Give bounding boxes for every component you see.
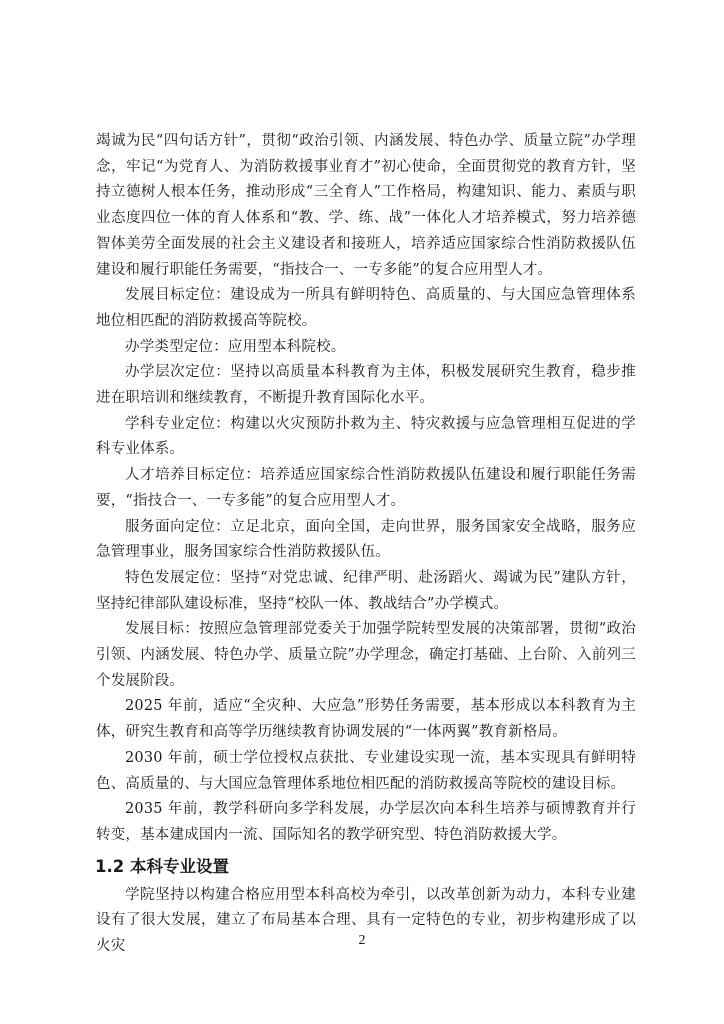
paragraph-service-positioning: 服务面向定位：立足北京，面向全国，走向世界，服务国家安全战略，服务应急管理事业，服务国家综合性消防救援队伍。 — [96, 518, 636, 561]
paragraph-talent-training-positioning: 人才培养目标定位：培养适应国家综合性消防救援队伍建设和履行职能任务需要，“指技合一、一专多能”的复合应用型人才。 — [96, 467, 636, 509]
paragraph-goal-2035: 2035 年前，教学科研向多学科发展，办学层次向本科生培养与硕博教育并行转变，基本建成国内一流、国际知名的教学研究型、特色消防救援大学。 — [96, 801, 636, 843]
paragraph-characteristic-positioning: 特色发展定位：坚持“对党忠诚、纪律严明、赴汤蹈火、竭诚为民”建队方针，坚持纪律部队建设标准，坚持“校队一体、教战结合”办学模式。 — [96, 569, 636, 612]
section-heading: 1.2 本科专业设置 — [95, 856, 229, 876]
paragraph-discipline-positioning: 学科专业定位：构建以火灾预防扑救为主、特灾救援与应急管理相互促进的学科专业体系。 — [96, 415, 636, 458]
paragraph-goal-2025: 2025 年前，适应“全灾种、大应急”形势任务需要，基本形成以本科教育为主体，研究生教育和高等学历继续教育协调发展的“一体两翼”教育新格局。 — [96, 698, 636, 741]
paragraph-goal-2030: 2030 年前，硕士学位授权点获批、专业建设实现一流，基本实现具有鲜明特色、高质量的、与大国应急管理体系地位相匹配的消防救援高等院校的建设目标。 — [96, 749, 636, 792]
paragraph-school-type-positioning: 办学类型定位：应用型本科院校。 — [125, 338, 346, 355]
page-number: 2 — [358, 933, 366, 948]
paragraph-major-setup: 学院坚持以构建合格应用型本科高校为牵引，以改革创新为动力，本科专业建设有了很大发展，建立了布局基本合理、具有一定特色的专业，初步构建形成了以火灾 — [96, 886, 636, 955]
paragraph-school-level-positioning: 办学层次定位：坚持以高质量本科教育为主体，积极发展研究生教育，稳步推进在职培训和继续教育，不断提升教育国际化水平。 — [96, 364, 636, 407]
paragraph-development-goals: 发展目标：按照应急管理部党委关于加强学院转型发展的决策部署，贯彻“政治引领、内涵发展、特色办学、质量立院”办学理念，确定打基础、上台阶、入前列三个发展阶段。 — [96, 621, 636, 689]
paragraph-development-goal-positioning: 发展目标定位：建设成为一所具有鲜明特色、高质量的、与大国应急管理体系地位相匹配的消防救援高等院校。 — [96, 287, 636, 329]
document-body — [96, 129, 636, 960]
paragraph-continuation: 竭诚为民“四句话方针”，贯彻“政治引领、内涵发展、特色办学、质量立院”办学理念，牢记“为党育人、为消防救援事业育才”初心使命，全面贯彻党的教育方针，坚持立德树人根本任务，推动形成“三全育人”工作格局，构建知识、能力、素质与职业态度四位一体的育人体系和“教、学、练、战”一体化人才培养模式，努力培养德智体美劳全面发展的社会主义建设者和接班人，培养适应国家综合性消防救援队伍建设和履行职能任务需要，“指技合一、一专多能”的复合应用型人才。 — [96, 133, 636, 278]
